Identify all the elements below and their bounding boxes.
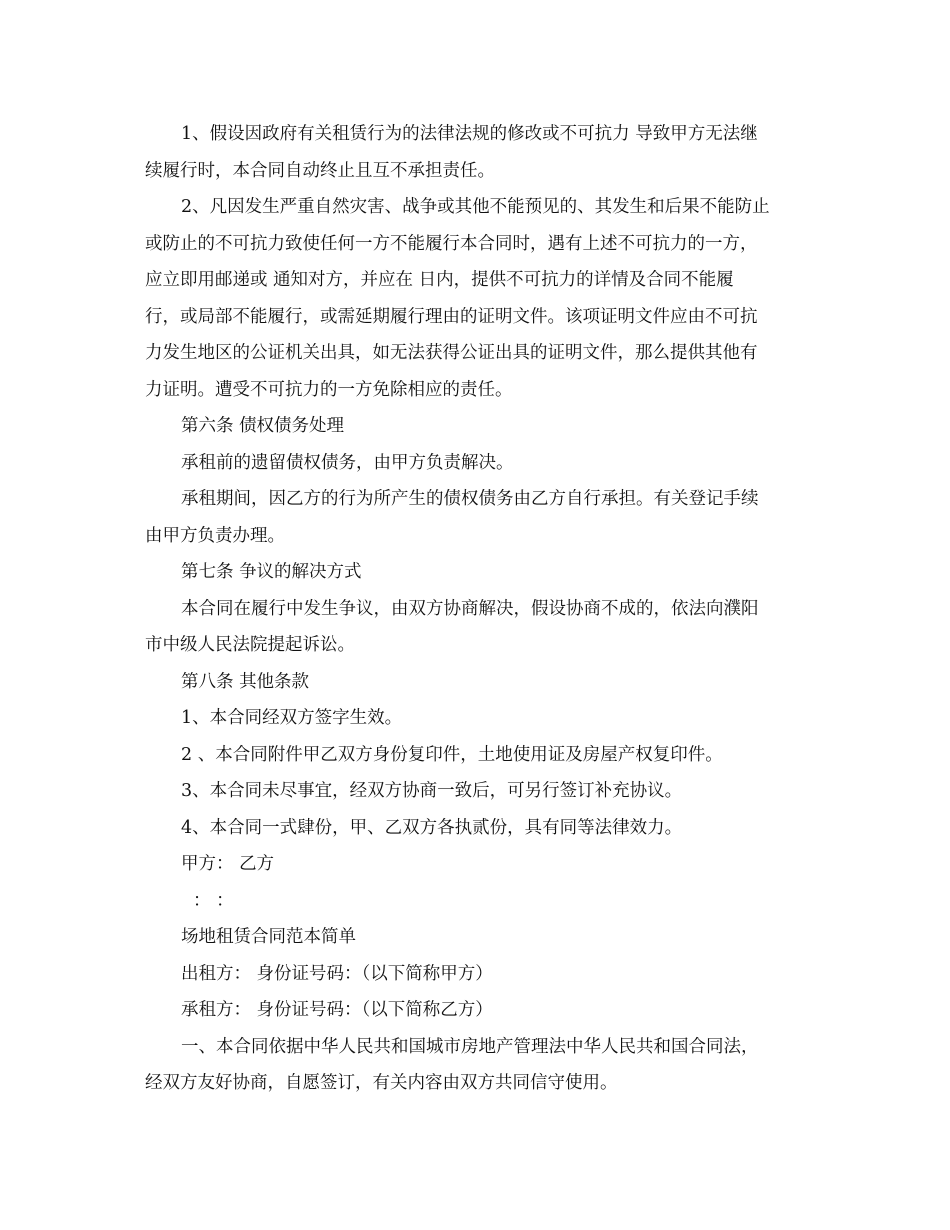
- text-line: 一、本合同依据中华人民共和国城市房地产管理法中华人民共和国合同法，: [181, 1036, 759, 1057]
- text-line: 第六条 债权债务处理: [181, 416, 345, 436]
- text-line: 2、凡因发生严重自然灾害、战争或其他不能预见的、其发生和后果不能防止: [181, 197, 770, 217]
- text-line: 或防止的不可抗力致使任何一方不能履行本合同时，遇有上述不可抗力的一方，: [145, 233, 758, 254]
- text-line: 1、假设因政府有关租赁行为的法律法规的修改或不可抗力 导致甲方无法继: [181, 124, 758, 144]
- text-line: 场地租赁合同范本简单: [181, 927, 356, 947]
- force-majeure-clause-1: [145, 116, 810, 189]
- text-line: 1、本合同经双方签字生效。: [181, 708, 403, 728]
- signature-parties: [145, 846, 810, 883]
- text-line: 出租方： 身份证号码：（以下简称甲方）: [181, 963, 493, 984]
- text-line: 承租前的遗留债权债务，由甲方负责解决。: [181, 452, 514, 473]
- text-line: 第七条 争议的解决方式: [181, 562, 362, 582]
- text-line: ： ：: [193, 890, 234, 911]
- text-line: 经双方友好协商，自愿签订，有关内容由双方共同信守使用。: [145, 1073, 618, 1093]
- article-7-paragraph: [145, 591, 810, 664]
- section-title: [145, 919, 810, 956]
- text-line: 力发生地区的公证机关出具，如无法获得公证出具的证明文件，那么提供其他有: [145, 343, 758, 363]
- text-line: 承租方： 身份证号码：（以下简称乙方）: [181, 1000, 493, 1020]
- text-line: 甲方： 乙方: [181, 854, 275, 874]
- text-line: 第八条 其他条款: [181, 671, 310, 692]
- article-8-item-1: [145, 700, 810, 737]
- text-line: 力证明。遭受不可抗力的一方免除相应的责任。: [145, 379, 513, 400]
- lessee-line: [145, 992, 810, 1029]
- lessor-line: [145, 956, 810, 993]
- text-line: 应立即用邮递或 通知对方，并应在 日内，提供不可抗力的详情及合同不能履: [145, 270, 734, 290]
- article-8-item-3: [145, 773, 810, 810]
- article-7-heading: [145, 554, 810, 591]
- article-8-item-2: [145, 737, 810, 774]
- text-line: 由甲方负责办理。: [145, 525, 285, 546]
- article-6-paragraph-2: [145, 481, 810, 554]
- text-line: 市中级人民法院提起诉讼。: [145, 635, 355, 655]
- signature-colons: [145, 883, 810, 920]
- article-8-heading: [145, 664, 810, 701]
- force-majeure-clause-2: [145, 189, 810, 408]
- document-page: [145, 116, 810, 1102]
- text-line: 2 、本合同附件甲乙双方身份复印件，土地使用证及房屋产权复印件。: [181, 744, 723, 765]
- text-line: 承租期间，因乙方的行为所产生的债权债务由乙方自行承担。有关登记手续: [181, 489, 759, 509]
- article-8-item-4: [145, 810, 810, 847]
- article-6-heading: [145, 408, 810, 445]
- clause-one-paragraph: [145, 1029, 810, 1102]
- text-line: 4、本合同一式肆份，甲、乙双方各执贰份，具有同等法律效力。: [181, 817, 683, 838]
- article-6-paragraph-1: [145, 445, 810, 482]
- text-line: 3、本合同未尽事宜，经双方协商一致后，可另行签订补充协议。: [181, 781, 683, 801]
- text-line: 行，或局部不能履行，或需延期履行理由的证明文件。该项证明文件应由不可抗: [145, 306, 758, 327]
- text-line: 本合同在履行中发生争议，由双方协商解决，假设协商不成的，依法向濮阳: [181, 598, 759, 619]
- text-line: 续履行时，本合同自动终止且互不承担责任。: [145, 160, 495, 181]
